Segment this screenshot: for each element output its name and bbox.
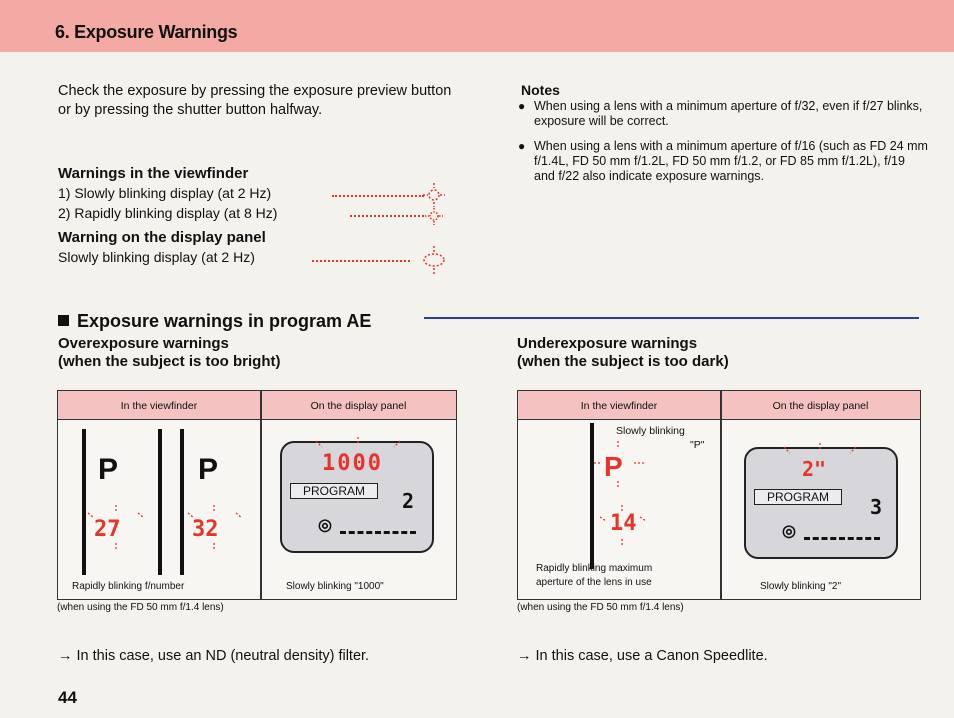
- section-rule: [424, 317, 919, 319]
- lcd-shutter-value: 2": [802, 457, 827, 481]
- overexposure-subtitle: (when the subject is too bright): [58, 353, 281, 370]
- caption-viewfinder: Rapidly blinking f/number: [72, 581, 185, 592]
- panel-warning-title: Warning on the display panel: [58, 229, 266, 246]
- note-item-1: ● When using a lens with a minimum aperture of f/32, even if f/27 blinks, exposure will be correct.: [518, 99, 923, 128]
- page-title: 6. Exposure Warnings: [55, 22, 238, 42]
- underexposure-footnote: (when using the FD 50 mm f/1.4 lens): [517, 602, 684, 613]
- lcd-battery-icon: ◎: [318, 517, 332, 534]
- caption-viewfinder-1: Rapidly blinking maximum: [536, 563, 653, 574]
- col-header-viewfinder: In the viewfinder: [518, 391, 720, 420]
- leader-dots: [350, 215, 424, 217]
- col-header-panel: On the display panel: [261, 391, 456, 420]
- aperture-display: 14: [610, 511, 637, 536]
- underexposure-table: [517, 390, 921, 600]
- underexposure-advice: → In this case, use a Canon Speedlite.: [517, 648, 768, 664]
- lcd-dash-line: [804, 537, 880, 543]
- blink-rays-icon: [588, 439, 658, 549]
- viewfinder-bar: [82, 429, 86, 575]
- lcd-battery-icon: ◎: [782, 523, 796, 540]
- section-title: Exposure warnings in program AE: [58, 311, 371, 332]
- lcd-program-label: PROGRAM: [754, 489, 842, 505]
- overexposure-title: Overexposure warnings: [58, 335, 229, 352]
- mode-indicator: P: [98, 453, 119, 486]
- lcd-dash-line: [340, 531, 416, 537]
- viewfinder-bar: [158, 429, 162, 575]
- underexposure-title: Underexposure warnings: [517, 335, 698, 352]
- viewfinder-warnings-title: Warnings in the viewfinder: [58, 165, 249, 182]
- caption-viewfinder-2: aperture of the lens in use: [536, 577, 652, 588]
- square-bullet-icon: [58, 315, 69, 326]
- col-header-viewfinder: In the viewfinder: [58, 391, 260, 420]
- caption-panel: Slowly blinking "1000": [286, 581, 384, 592]
- mode-indicator: P: [198, 453, 219, 486]
- viewfinder-warning-item-2: 2) Rapidly blinking display (at 8 Hz): [58, 205, 278, 221]
- page-number: 44: [58, 688, 77, 707]
- panel-blink-icon: [424, 246, 444, 275]
- mode-indicator: P: [604, 451, 623, 482]
- note-item-2: ● When using a lens with a minimum aperture of f/16 (such as FD 24 mm f/1.4L, FD 50 mm f/1.2L, FD 50 mm f/1.2, or FD 85 mm f/1.2L), f/19 and f/22 also indicate exposure warnings.: [518, 139, 928, 183]
- aperture-display: 27: [94, 517, 121, 542]
- bullet-icon: ●: [518, 99, 526, 113]
- lcd-blink-rays-icon: [308, 437, 408, 467]
- bullet-icon: ●: [518, 139, 526, 153]
- overexposure-table: [57, 390, 457, 600]
- lcd-program-label: PROGRAM: [290, 483, 378, 499]
- label-slow-blink-p: "P": [690, 439, 705, 451]
- notes-title: Notes: [521, 82, 560, 98]
- lcd-blink-rays-icon: [770, 443, 870, 473]
- label-slow-blink: Slowly blinking: [616, 425, 685, 437]
- aperture-display: 32: [192, 517, 219, 542]
- blink-rays-icon: [78, 503, 258, 553]
- rapid-blink-icon: [425, 208, 443, 225]
- lcd-frame-count: 2: [402, 489, 415, 513]
- underexposure-subtitle: (when the subject is too dark): [517, 353, 729, 370]
- slow-blink-icon: [423, 183, 445, 207]
- column-divider: [720, 391, 722, 599]
- viewfinder-bar: [180, 429, 184, 575]
- leader-dots: [312, 260, 410, 262]
- leader-dots: [332, 195, 424, 197]
- blink-icons: [420, 180, 460, 280]
- caption-panel: Slowly blinking "2": [760, 581, 842, 592]
- lcd-shutter-value: 1000: [322, 451, 383, 476]
- overexposure-advice: → In this case, use an ND (neutral density) filter.: [58, 648, 370, 664]
- overexposure-footnote: (when using the FD 50 mm f/1.4 lens): [57, 602, 224, 613]
- viewfinder-warning-item-1: 1) Slowly blinking display (at 2 Hz): [58, 185, 272, 201]
- intro-text: Check the exposure by pressing the exposure preview button or by pressing the shutter button halfway.: [58, 83, 452, 118]
- column-divider: [260, 391, 262, 599]
- col-header-panel: On the display panel: [721, 391, 920, 420]
- lcd-frame-count: 3: [870, 495, 883, 519]
- panel-warning-item-1: Slowly blinking display (at 2 Hz): [58, 249, 255, 265]
- header-band: [0, 0, 954, 52]
